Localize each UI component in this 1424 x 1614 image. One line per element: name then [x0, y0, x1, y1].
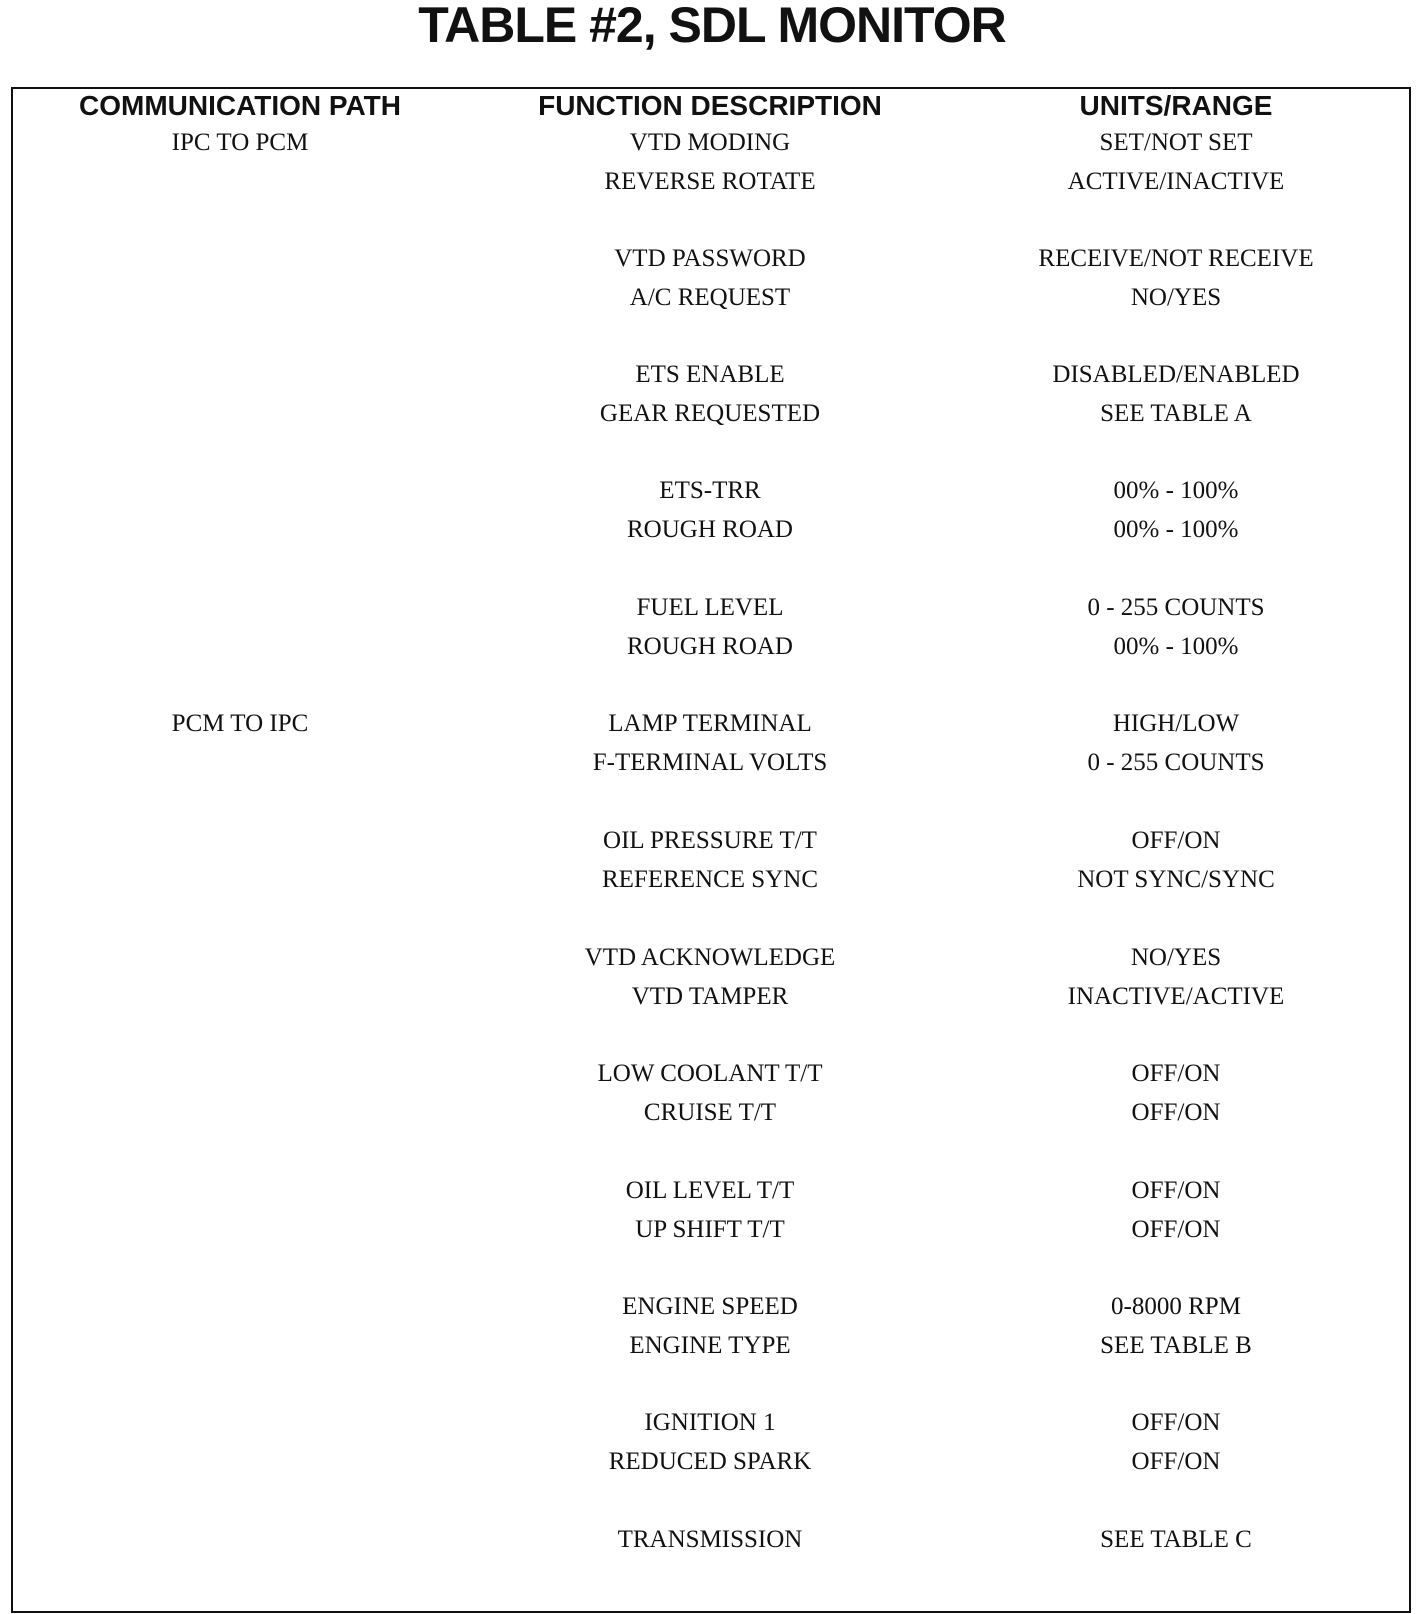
path-pcm-to-ipc: PCM TO IPC: [171, 710, 309, 737]
function-cell: VTD TAMPER: [631, 983, 789, 1010]
units-cell: DISABLED/ENABLED: [1052, 361, 1300, 388]
units-cell: ACTIVE/INACTIVE: [1067, 168, 1285, 195]
units-cell: 00% - 100%: [1113, 477, 1239, 504]
header-units-range: UNITS/RANGE: [1079, 90, 1273, 121]
units-cell: 0-8000 RPM: [1111, 1293, 1241, 1320]
function-cell: VTD PASSWORD: [614, 245, 806, 272]
units-cell: SEE TABLE C: [1100, 1526, 1252, 1553]
units-cell: HIGH/LOW: [1112, 710, 1240, 737]
units-cell: OFF/ON: [1131, 1448, 1221, 1475]
function-cell: LOW COOLANT T/T: [597, 1060, 823, 1087]
function-cell: OIL PRESSURE T/T: [603, 827, 817, 854]
units-cell: 0 - 255 COUNTS: [1087, 594, 1265, 621]
function-cell: A/C REQUEST: [629, 284, 791, 311]
units-cell: SEE TABLE A: [1100, 400, 1252, 427]
function-cell: F-TERMINAL VOLTS: [592, 749, 828, 776]
units-cell: OFF/ON: [1131, 1099, 1221, 1126]
function-cell: REFERENCE SYNC: [601, 866, 818, 893]
function-cell: ROUGH ROAD: [627, 516, 793, 543]
header-communication-path: COMMUNICATION PATH: [79, 90, 401, 121]
function-cell: VTD MODING: [629, 129, 791, 156]
units-cell: OFF/ON: [1131, 827, 1221, 854]
function-cell: ETS ENABLE: [635, 361, 785, 388]
function-cell: ENGINE TYPE: [629, 1332, 791, 1359]
units-cell: NO/YES: [1130, 284, 1222, 311]
units-cell: 0 - 255 COUNTS: [1087, 749, 1265, 776]
function-cell: REVERSE ROTATE: [604, 168, 816, 195]
units-cell: SET/NOT SET: [1099, 129, 1253, 156]
units-cell: NOT SYNC/SYNC: [1077, 866, 1275, 893]
function-cell: OIL LEVEL T/T: [625, 1177, 795, 1204]
header-function-description: FUNCTION DESCRIPTION: [538, 90, 882, 121]
function-cell: REDUCED SPARK: [608, 1448, 812, 1475]
function-cell: CRUISE T/T: [643, 1099, 777, 1126]
function-cell: ROUGH ROAD: [627, 633, 793, 660]
units-cell: INACTIVE/ACTIVE: [1067, 983, 1285, 1010]
function-cell: ENGINE SPEED: [622, 1293, 798, 1320]
function-cell: IGNITION 1: [644, 1409, 776, 1436]
function-cell: ETS-TRR: [659, 477, 761, 504]
units-cell: OFF/ON: [1131, 1177, 1221, 1204]
function-cell: FUEL LEVEL: [636, 594, 784, 621]
units-cell: 00% - 100%: [1113, 633, 1239, 660]
units-cell: OFF/ON: [1131, 1409, 1221, 1436]
function-cell: VTD ACKNOWLEDGE: [584, 944, 836, 971]
units-cell: OFF/ON: [1131, 1060, 1221, 1087]
function-cell: LAMP TERMINAL: [608, 710, 812, 737]
path-ipc-to-pcm: IPC TO PCM: [171, 129, 309, 156]
units-cell: SEE TABLE B: [1100, 1332, 1252, 1359]
units-cell: 00% - 100%: [1113, 516, 1239, 543]
function-cell: UP SHIFT T/T: [635, 1216, 785, 1243]
units-cell: RECEIVE/NOT RECEIVE: [1038, 245, 1314, 272]
page-title: TABLE #2, SDL MONITOR: [418, 0, 1006, 53]
units-cell: NO/YES: [1130, 944, 1222, 971]
function-cell: TRANSMISSION: [617, 1526, 803, 1553]
units-cell: OFF/ON: [1131, 1216, 1221, 1243]
function-cell: GEAR REQUESTED: [599, 400, 821, 427]
